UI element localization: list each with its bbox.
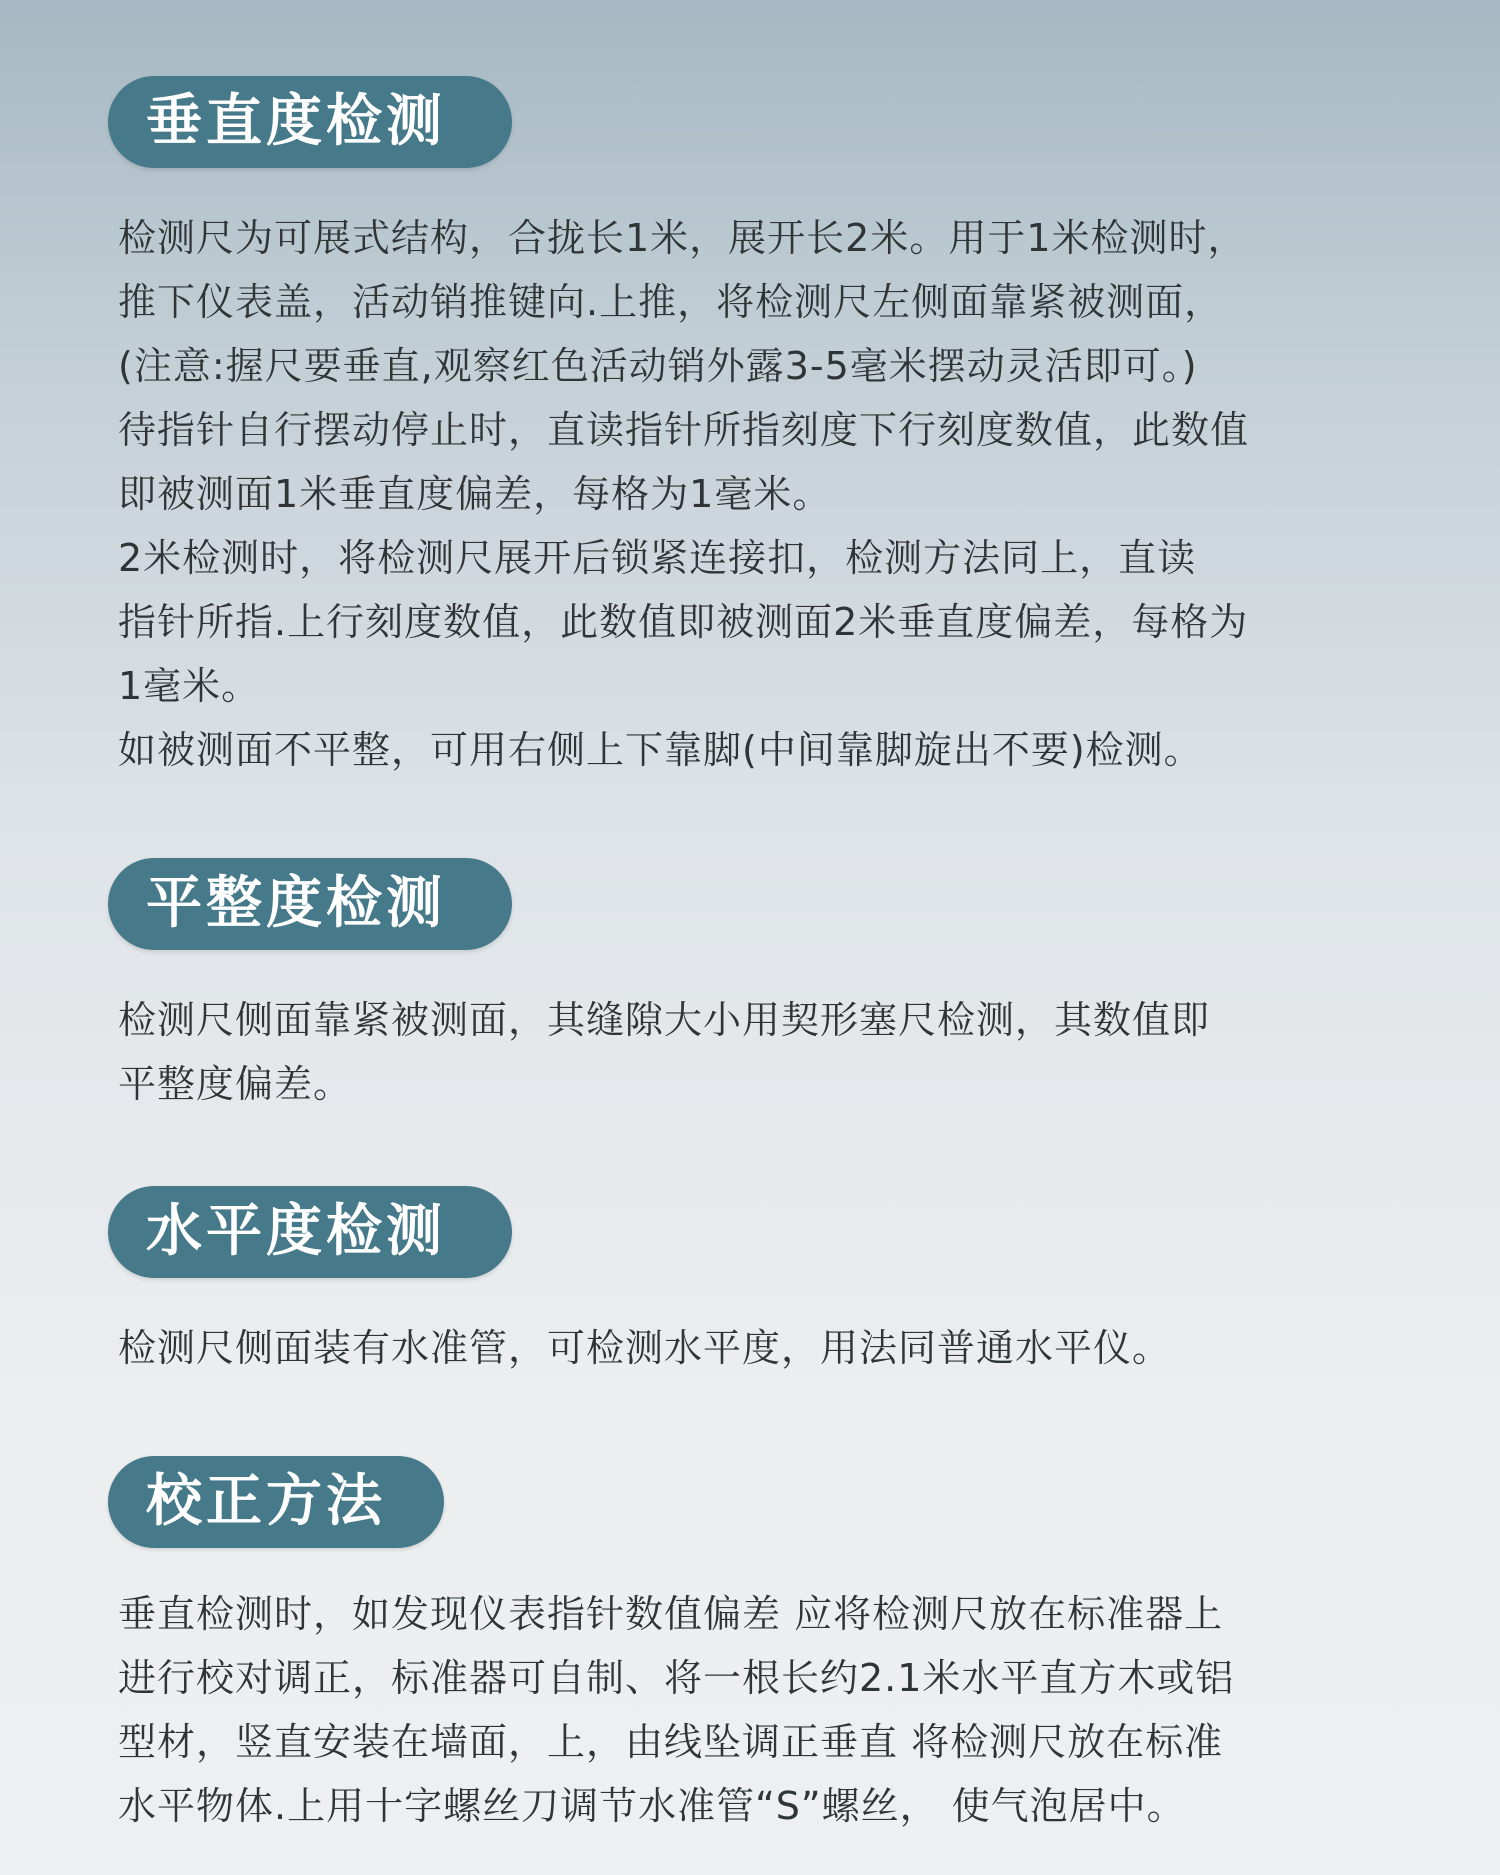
paragraph-line: 指针所指.上行刻度数值，此数值即被测面2米垂直度偏差，每格为 xyxy=(118,600,1249,644)
paragraph-line: 平整度偏差。 xyxy=(118,1062,353,1106)
section-body-level xyxy=(118,1316,1418,1380)
paragraph-line: 2米检测时，将检测尺展开后锁紧连接扣，检测方法同上，直读 xyxy=(118,536,1197,580)
section-title: 水平度检测 xyxy=(146,1199,446,1264)
section-body-calibration xyxy=(118,1582,1418,1838)
section-heading-calibration xyxy=(108,1456,444,1548)
paragraph-line: 待指针自行摆动停止时，直读指针所指刻度下行刻度数值，此数值 xyxy=(118,408,1250,452)
section-heading-vertical xyxy=(108,76,512,168)
paragraph-line: 型材，竖直安装在墙面，上，由线坠调正垂直 将检测尺放在标准 xyxy=(118,1720,1224,1764)
paragraph-line: 推下仪表盖，活动销推键向.上推，将检测尺左侧面靠紧被测面， xyxy=(118,280,1224,324)
section-title: 校正方法 xyxy=(146,1469,386,1534)
paragraph-line: 水平物体.上用十字螺丝刀调节水准管“S”螺丝， 使气泡居中。 xyxy=(118,1784,1186,1828)
paragraph-line: 进行校对调正，标准器可自制、将一根长约2.1米水平直方木或铝 xyxy=(118,1656,1235,1700)
paragraph-line: 垂直检测时，如发现仪表指针数值偏差 应将检测尺放在标准器上 xyxy=(118,1592,1224,1636)
section-heading-level xyxy=(108,1186,512,1278)
paragraph-line: 如被测面不平整，可用右侧上下靠脚(中间靠脚旋出不要)检测。 xyxy=(118,728,1203,772)
paragraph-line: (注意:握尺要垂直,观察红色活动销外露3-5毫米摆动灵活即可。) xyxy=(118,344,1198,388)
section-title: 平整度检测 xyxy=(146,871,446,936)
section-title: 垂直度检测 xyxy=(146,89,446,154)
section-heading-flatness xyxy=(108,858,512,950)
paragraph-line: 检测尺侧面装有水准管，可检测水平度，用法同普通水平仪。 xyxy=(118,1326,1172,1370)
paragraph-line: 即被测面1米垂直度偏差，每格为1毫米。 xyxy=(118,472,832,516)
section-body-vertical xyxy=(118,206,1418,782)
paragraph-line: 检测尺侧面靠紧被测面，其缝隙大小用契形塞尺检测，其数值即 xyxy=(118,998,1211,1042)
paragraph-line: 检测尺为可展式结构，合拢长1米，展开长2米。用于1米检测时， xyxy=(118,216,1247,260)
section-body-flatness xyxy=(118,988,1418,1116)
paragraph-line: 1毫米。 xyxy=(118,664,261,708)
